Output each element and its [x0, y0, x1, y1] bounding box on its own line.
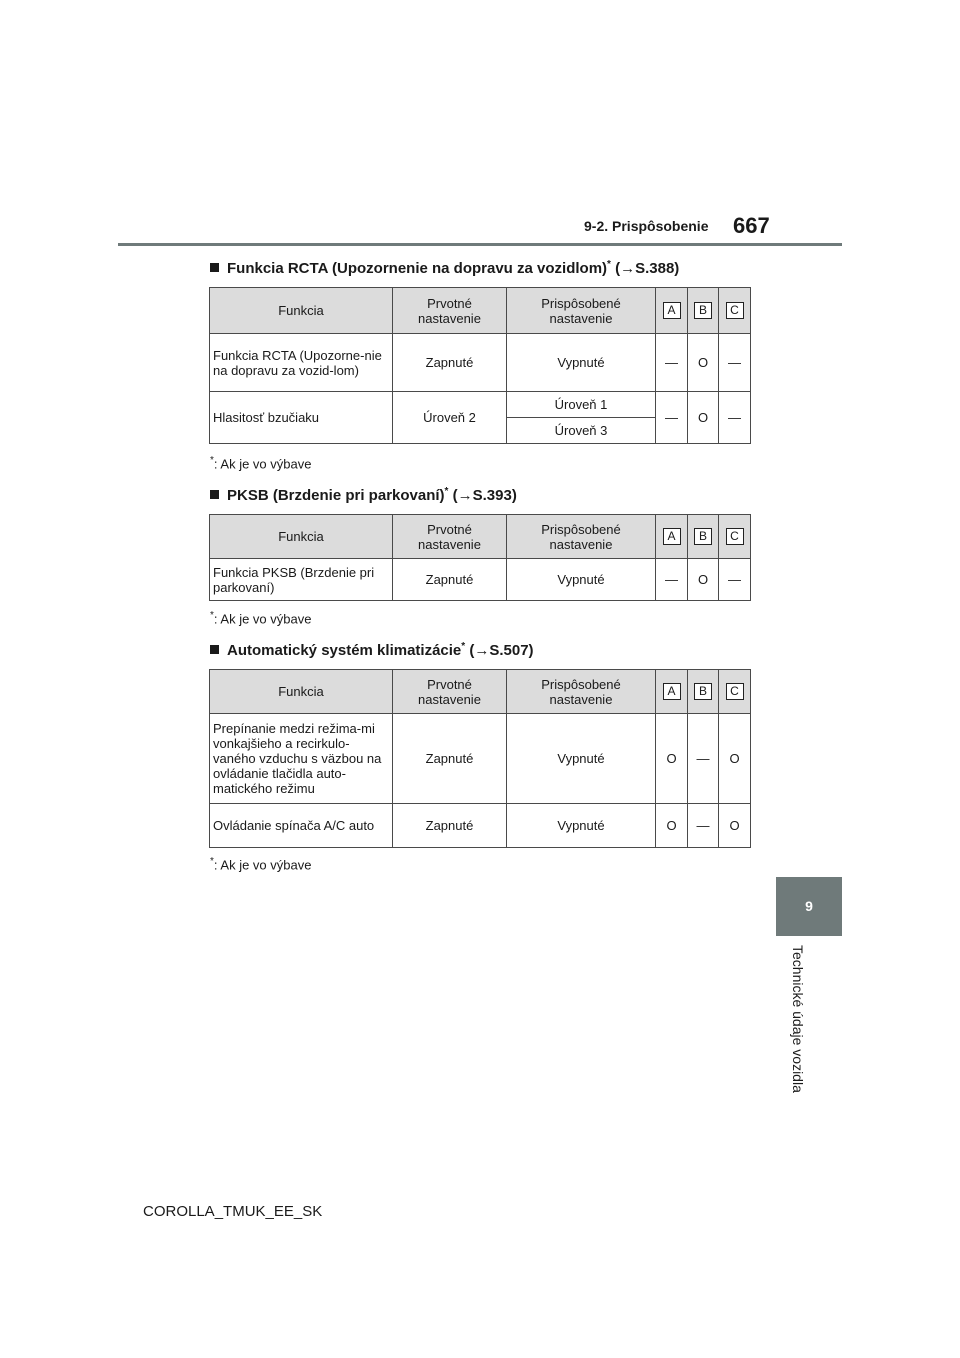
cell-b: O: [688, 559, 719, 601]
table-row: [210, 334, 751, 392]
letter-a-icon: A: [663, 528, 681, 545]
col-header-custom: Prispôsobené nastavenie: [507, 670, 656, 714]
table-header-row: [210, 515, 751, 559]
square-bullet-icon: [210, 490, 219, 499]
cell-b: O: [688, 334, 719, 392]
section-heading-pksb: PKSB (Brzdenie pri parkovaní)* (→S.393): [210, 486, 517, 504]
cell-c: —: [719, 334, 751, 392]
cell-c: O: [719, 804, 751, 848]
chapter-tab-label: Technické údaje vozidla: [790, 945, 806, 1093]
cell-b: O: [688, 392, 719, 444]
cell-c: O: [719, 714, 751, 804]
cell-custom-option: Úroveň 3: [507, 418, 656, 444]
square-bullet-icon: [210, 645, 219, 654]
letter-a-icon: A: [663, 683, 681, 700]
cell-a: O: [656, 804, 688, 848]
header-section-title: 9-2. Prispôsobenie: [584, 218, 709, 234]
col-header-c: [719, 515, 751, 559]
page-number: 667: [733, 213, 770, 238]
table-climate: [209, 669, 751, 848]
col-header-default: Prvotné nastavenie: [393, 288, 507, 334]
table-rcta: [209, 287, 751, 444]
cell-a: —: [656, 559, 688, 601]
table-header-row: [210, 288, 751, 334]
col-header-default: Prvotné nastavenie: [393, 515, 507, 559]
footnote-rcta: *: Ak je vo výbave: [210, 455, 312, 472]
square-bullet-icon: [210, 263, 219, 272]
table-pksb: [209, 514, 751, 601]
cell-a: —: [656, 334, 688, 392]
page-reference: (→S.388): [615, 260, 680, 277]
cell-c: —: [719, 559, 751, 601]
col-header-a: [656, 288, 688, 334]
table-row: [210, 392, 751, 418]
col-header-function: Funkcia: [210, 515, 393, 559]
cell-custom: Vypnuté: [507, 559, 656, 601]
col-header-c: [719, 670, 751, 714]
cell-custom: Vypnuté: [507, 334, 656, 392]
col-header-custom: Prispôsobené nastavenie: [507, 515, 656, 559]
col-header-b: [688, 670, 719, 714]
cell-function: Hlasitosť bzučiaku: [210, 392, 393, 444]
cell-function: Prepínanie medzi režima-mi vonkajšieho a recirkulo-vaného vzduchu s väzbou na ovládanie tlačidla auto-matického režimu: [210, 714, 393, 804]
cell-a: —: [656, 392, 688, 444]
col-header-function: Funkcia: [210, 288, 393, 334]
col-header-a: [656, 670, 688, 714]
footnote-pksb: *: Ak je vo výbave: [210, 610, 312, 627]
cell-b: —: [688, 804, 719, 848]
table-row: [210, 804, 751, 848]
col-header-function: Funkcia: [210, 670, 393, 714]
section-heading-climate: Automatický systém klimatizácie* (→S.507): [210, 641, 534, 659]
cell-custom: Vypnuté: [507, 804, 656, 848]
cell-default: Zapnuté: [393, 559, 507, 601]
table-row: [210, 559, 751, 601]
letter-c-icon: C: [726, 528, 744, 545]
header-rule: [118, 243, 842, 246]
cell-custom-option: Úroveň 1: [507, 392, 656, 418]
letter-b-icon: B: [694, 683, 712, 700]
cell-function: Funkcia PKSB (Brzdenie pri parkovaní): [210, 559, 393, 601]
letter-c-icon: C: [726, 683, 744, 700]
letter-b-icon: B: [694, 528, 712, 545]
cell-function: Ovládanie spínača A/C auto: [210, 804, 393, 848]
cell-b: —: [688, 714, 719, 804]
table-row: [210, 714, 751, 804]
cell-custom: Vypnuté: [507, 714, 656, 804]
table-header-row: [210, 670, 751, 714]
page-reference: (→S.507): [469, 642, 534, 659]
col-header-b: [688, 288, 719, 334]
letter-b-icon: B: [694, 302, 712, 319]
cell-function: Funkcia RCTA (Upozorne-nie na dopravu za vozid-lom): [210, 334, 393, 392]
chapter-tab: 9: [776, 877, 842, 936]
section-heading-rcta: Funkcia RCTA (Upozornenie na dopravu za vozidlom)* (→S.388): [210, 259, 679, 277]
cell-default: Zapnuté: [393, 804, 507, 848]
col-header-a: [656, 515, 688, 559]
col-header-custom: Prispôsobené nastavenie: [507, 288, 656, 334]
letter-c-icon: C: [726, 302, 744, 319]
cell-a: O: [656, 714, 688, 804]
cell-default: Zapnuté: [393, 334, 507, 392]
cell-default: Úroveň 2: [393, 392, 507, 444]
col-header-b: [688, 515, 719, 559]
col-header-default: Prvotné nastavenie: [393, 670, 507, 714]
col-header-c: [719, 288, 751, 334]
footer-document-code: COROLLA_TMUK_EE_SK: [143, 1203, 323, 1220]
footnote-climate: *: Ak je vo výbave: [210, 856, 312, 873]
page-reference: (→S.393): [452, 487, 517, 504]
cell-default: Zapnuté: [393, 714, 507, 804]
cell-c: —: [719, 392, 751, 444]
letter-a-icon: A: [663, 302, 681, 319]
